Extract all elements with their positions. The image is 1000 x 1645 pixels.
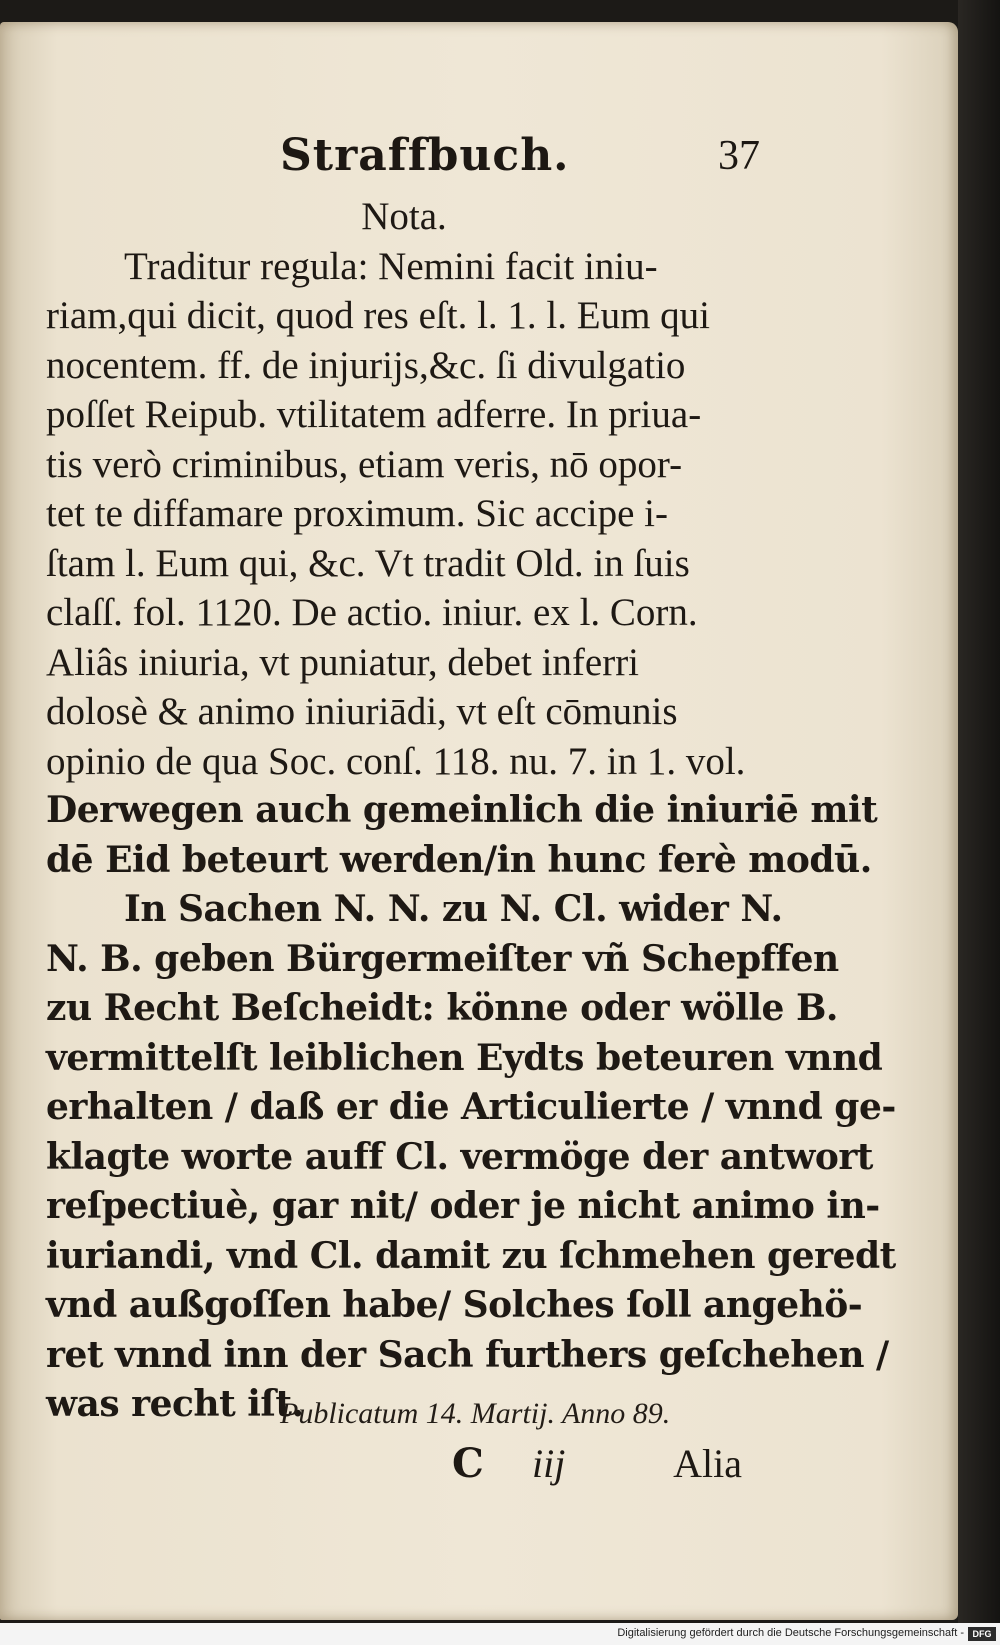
text-line: claſſ. fol. 1120. De actio. iniur. ex l. Corn. — [46, 591, 698, 634]
text-line: vermittelſt leiblichen Eydts beteuren vnnd — [46, 1036, 883, 1079]
page-number: 37 — [718, 133, 760, 179]
text-line: vnd außgoſſen habe/ Solches ſoll angehö- — [46, 1284, 863, 1326]
text-line: In Sachen N. N. zu N. Cl. wider N. — [124, 888, 783, 930]
text-line: ret vnnd inn der Sach furthers geſchehen / — [46, 1333, 889, 1376]
text-line: Aliâs iniuria, vt puniatur, debet inferri — [46, 640, 640, 684]
book-page — [0, 22, 958, 1620]
funding-banner — [0, 1623, 1000, 1645]
text-line: dolosè & animo iniuriādi, vt eſt cōmunis — [46, 690, 678, 733]
text-line: ſtam l. Eum qui, &c. Vt tradit Old. in ſuis — [46, 541, 690, 585]
text-line: zu Recht Beſcheidt: könne oder wölle B. — [46, 987, 838, 1029]
funding-text: Digitalisierung gefördert durch die Deutsche Forschungsgemeinschaft - — [617, 1627, 964, 1639]
text-line: opinio de qua Soc. conſ. 118. nu. 7. in 1. vol. — [46, 739, 746, 783]
text-line: N. B. geben Bürgermeiſter vñ Schepffen — [46, 937, 839, 980]
signature-line — [452, 1440, 742, 1490]
body-text — [46, 192, 896, 1430]
signature-mark: C — [452, 1440, 484, 1487]
running-head: Straffbuch. — [280, 130, 570, 181]
page-header — [280, 130, 760, 190]
text-line: reſpectiuè, gar nit/ oder je nicht animo in- — [46, 1185, 880, 1227]
text-line: iuriandi, vnd Cl. damit zu ſchmehen geredt — [46, 1234, 896, 1277]
text-line: poſſet Reipub. vtilitatem adferre. In priua- — [46, 393, 702, 436]
text-line: tet te diffamare proximum. Sic accipe i- — [46, 492, 668, 535]
text-line: klagte worte auff Cl. vermöge der antwort — [46, 1135, 873, 1178]
catchword: Alia — [673, 1441, 742, 1486]
text-line: nocentem. ff. de injurijs,&c. ſi divulgatio — [46, 343, 686, 387]
text-line: was recht iſt. — [46, 1383, 304, 1425]
text-line: Traditur regula: Nemini facit iniu- — [124, 244, 658, 288]
dfg-logo: DFG — [968, 1627, 996, 1641]
text-line: dē Eid beteurt werden/in hunc ferè modū. — [46, 838, 872, 881]
section-heading: Nota. — [361, 195, 447, 238]
text-line: riam,qui dicit, quod res eſt. l. 1. l. Eum qui — [46, 294, 710, 337]
text-line: erhalten / daß er die Articulierte / vnnd ge- — [46, 1086, 896, 1128]
text-line: tis verò criminibus, etiam veris, nō opor- — [46, 442, 683, 486]
publication-line: Publicatum 14. Martij. Anno 89. — [280, 1397, 671, 1430]
signature-number: iij — [532, 1441, 566, 1486]
text-line: Derwegen auch gemeinlich die iniuriē mit — [46, 789, 878, 831]
scan-background — [958, 0, 1000, 1645]
